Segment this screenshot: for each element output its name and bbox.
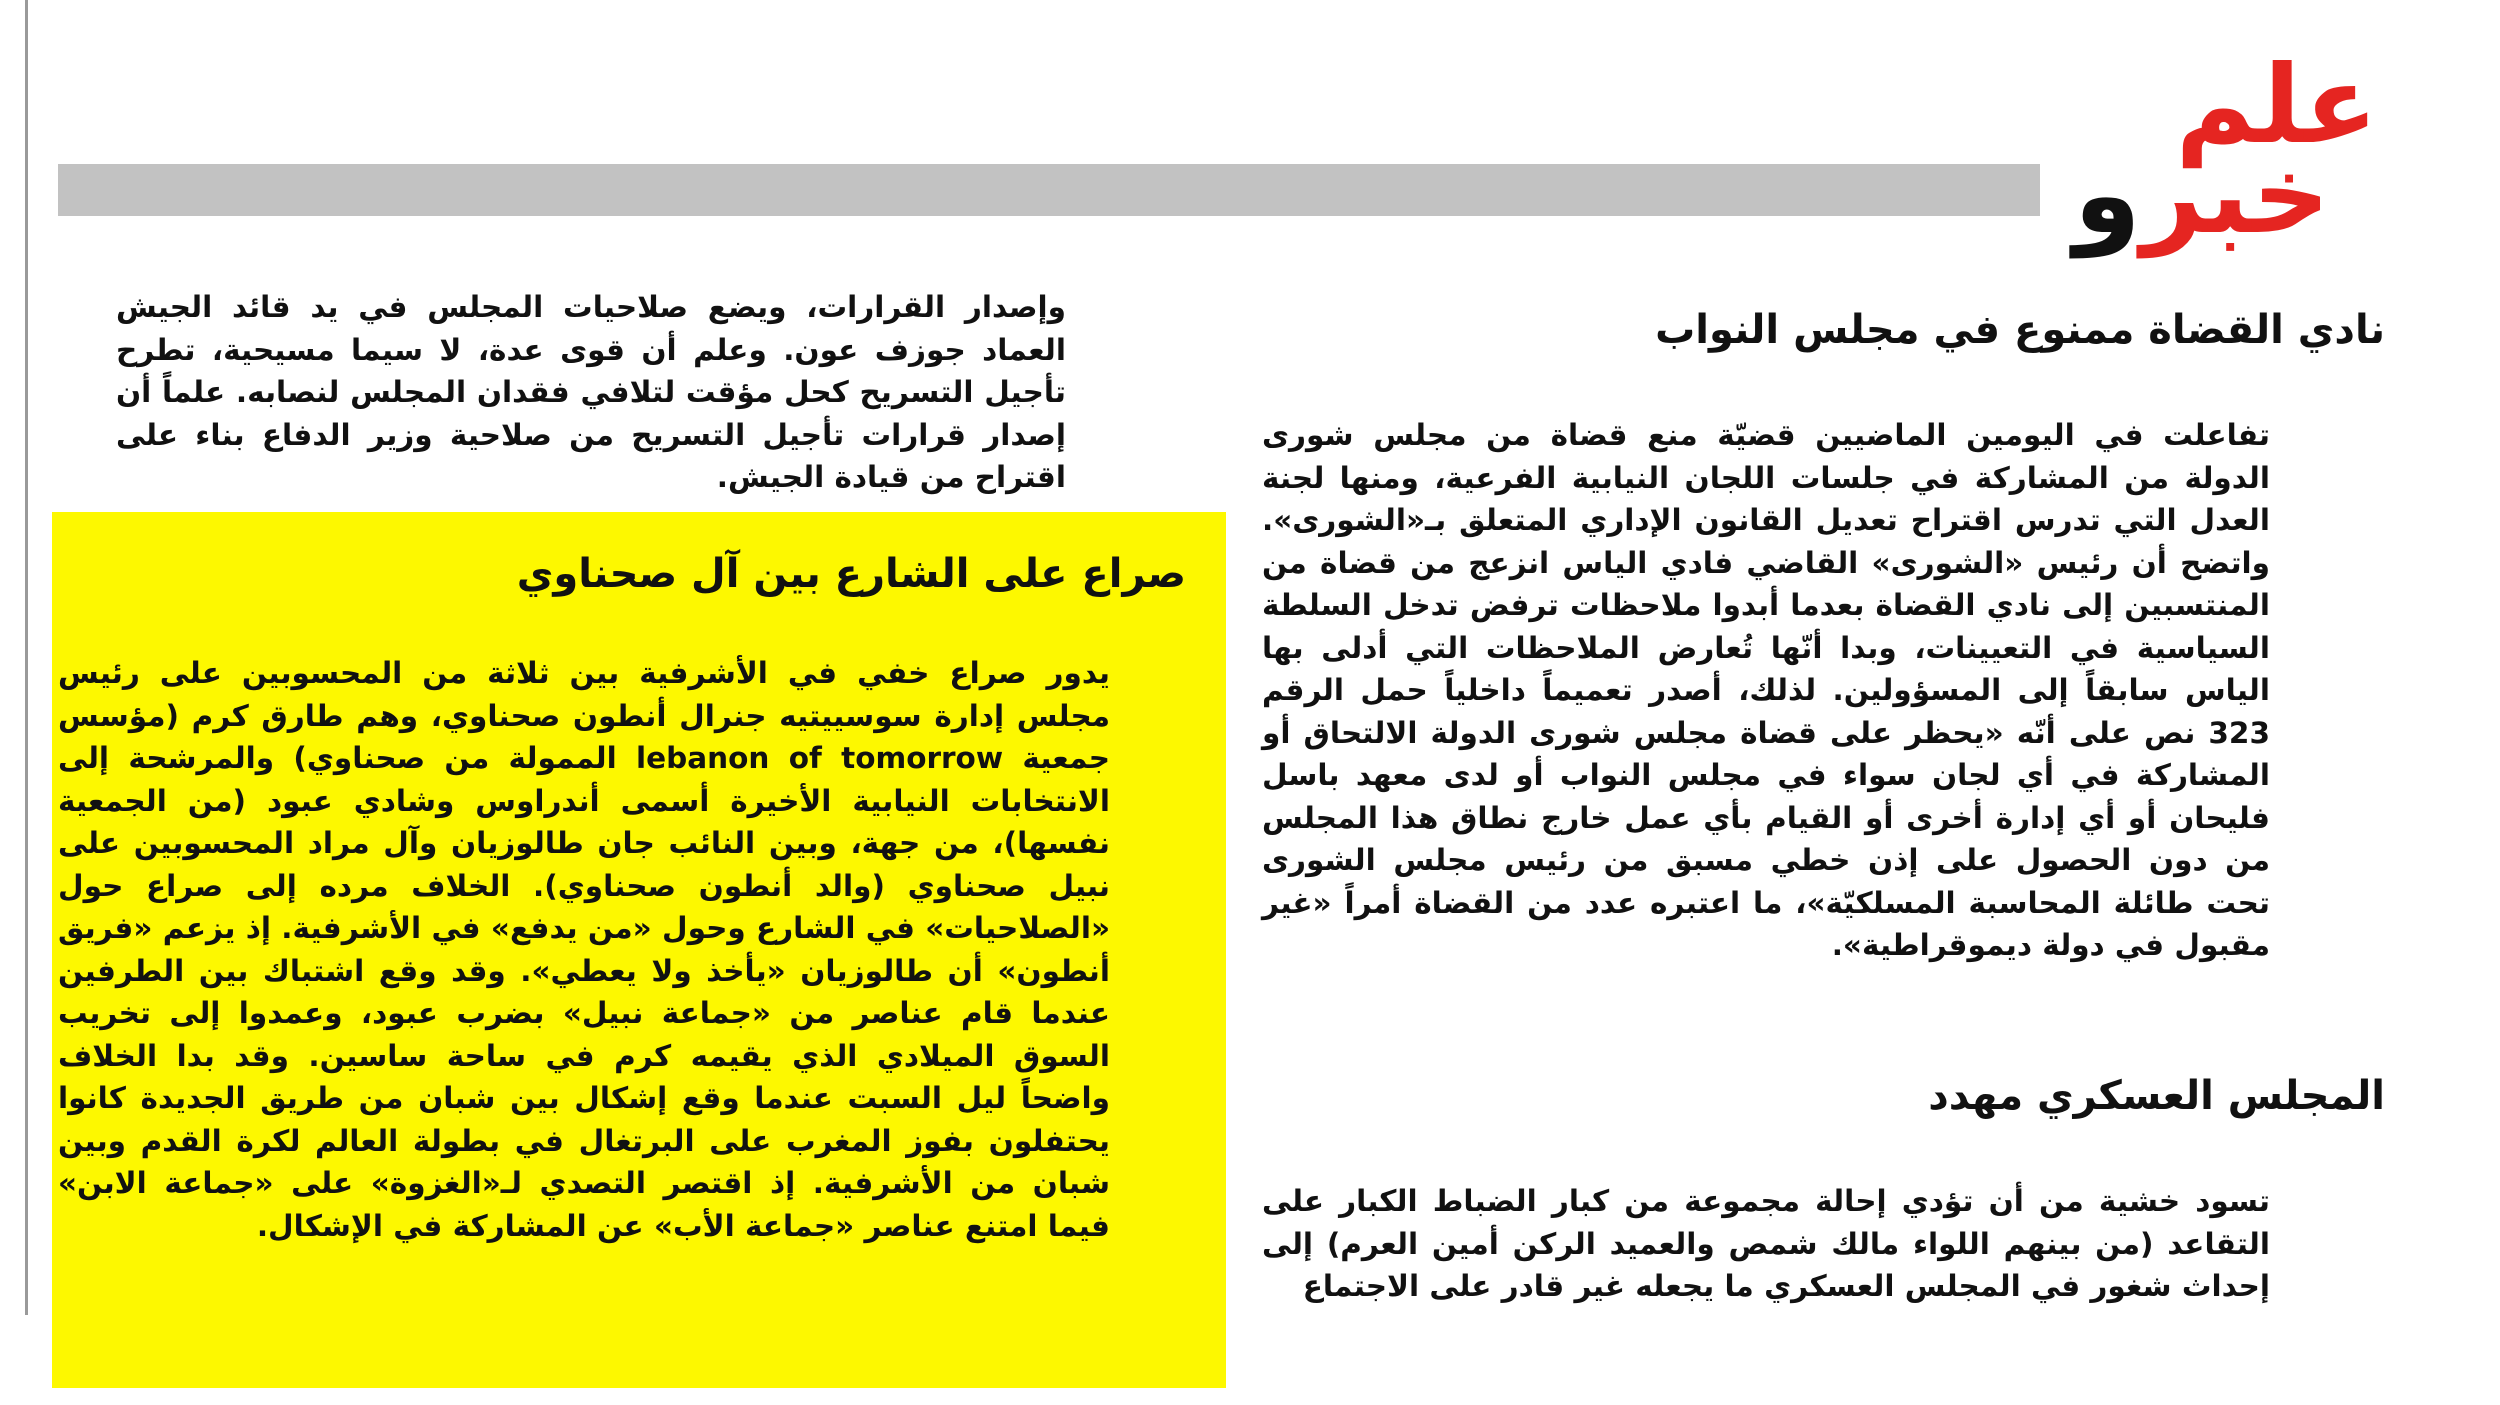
article2-body: تسود خشية من أن تؤدي إحالة مجموعة من كبار الضباط الكبار على التقاعد (من بينهم اللواء مالك شمص والعميد الركن أمين العرم) إلى إحداث شغور في المجلس العسكري ما يجعله غير قادر على الاجتماع xyxy=(1262,1184,2270,1303)
left-column-continuation: وإصدار القرارات، ويضع صلاحيات المجلس في يد قائد الجيش العماد جوزف عون. وعلم أن قوى عدة، لا سيما مسيحية، تطرح تأجيل التسريح كحل مؤقت لتلافي فقدان المجلس لنصابه. علماً أن إصدار قرارات تأجيل التسريح من صلاحية وزير الدفاع بناء على اقتراح من قيادة الجيش. xyxy=(116,290,1066,494)
article1-title: نادي القضاة ممنوع في مجلس النواب xyxy=(1655,307,2385,353)
article2-title: المجلس العسكري مهدد xyxy=(1928,1073,2385,1119)
logo-word-wakhabar xyxy=(2073,133,2330,258)
logo-word-khabar: خبر xyxy=(2140,133,2330,258)
logo-letter-waw: و xyxy=(2073,133,2141,258)
sidebar-highlight-box xyxy=(52,512,1226,1388)
sidebar-body: يدور صراع خفي في الأشرفية بين ثلاثة من المحسوبين على رئيس مجلس إدارة سوسييتيه جنرال أنطون صحناوي، وهم طارق كرم (مؤسس جمعية lebanon of tomorrow الممولة من صحناوي) والمرشحة إلى الانتخابات النيابية الأخيرة أسمى أندراوس وشادي عبود (من الجمعية نفسها)، من جهة، وبين النائب جان طالوزيان وآل مراد المحسوبين على نبيل صحناوي (والد أنطون صحناوي). الخلاف مرده إلى صراع حول «الصلاحيات» في الشارع وحول «من يدفع» في الأشرفية. إذ يزعم «فريق أنطون» أن طالوزيان «يأخذ ولا يعطي». وقد وقع اشتباك بين الطرفين عندما قام عناصر من «جماعة نبيل» بضرب عبود، وعمدوا إلى تخريب السوق الميلادي الذي يقيمه كرم في ساحة ساسين. وقد بدا الخلاف واضحاً ليل السبت عندما وقع إشكال بين شبان من طريق الجديدة كانوا يحتفلون بفوز المغرب على البرتغال في بطولة العالم لكرة القدم وبين شبان من الأشرفية. إذ اقتصر التصدي لـ«الغزوة» على «جماعة الابن» فيما امتنع عناصر «جماعة الأب» عن المشاركة في الإشكال. xyxy=(58,656,1110,1243)
page-edge-line xyxy=(25,0,28,1315)
sidebar-title: صراع على الشارع بين آل صحناوي xyxy=(516,551,1186,597)
section-logo xyxy=(2040,43,2380,258)
section-header-bar xyxy=(58,164,2380,216)
article1-body: تفاعلت في اليومين الماضيين قضيّة منع قضاة من مجلس شورى الدولة من المشاركة في جلسات اللجان النيابية الفرعية، ومنها لجنة العدل التي تدرس اقتراح تعديل القانون الإداري المتعلق بـ«الشورى». واتضح أن رئيس «الشورى» القاضي فادي الياس انزعج من قضاة من المنتسبين إلى نادي القضاة بعدما أبدوا ملاحظات ترفض تدخل السلطة السياسية في التعيينات، وبدا أنّها تُعارض الملاحظات التي أدلى بها الياس سابقاً إلى المسؤولين. لذلك، أصدر تعميماً داخلياً حمل الرقم 323 نص على أنّه «يحظر على قضاة مجلس شورى الدولة الالتحاق أو المشاركة في أي لجان سواء في مجلس النواب أو لدى معهد باسل فليحان أو أي إدارة أخرى أو القيام بأي عمل خارج نطاق هذا المجلس من دون الحصول على إذن خطي مسبق من رئيس مجلس الشورى تحت طائلة المحاسبة المسلكيّة»، ما اعتبره عدد من القضاة أمراً «غير مقبول في دولة ديموقراطية». xyxy=(1262,418,2270,962)
logo-word-ilm: علم xyxy=(2175,43,2378,168)
